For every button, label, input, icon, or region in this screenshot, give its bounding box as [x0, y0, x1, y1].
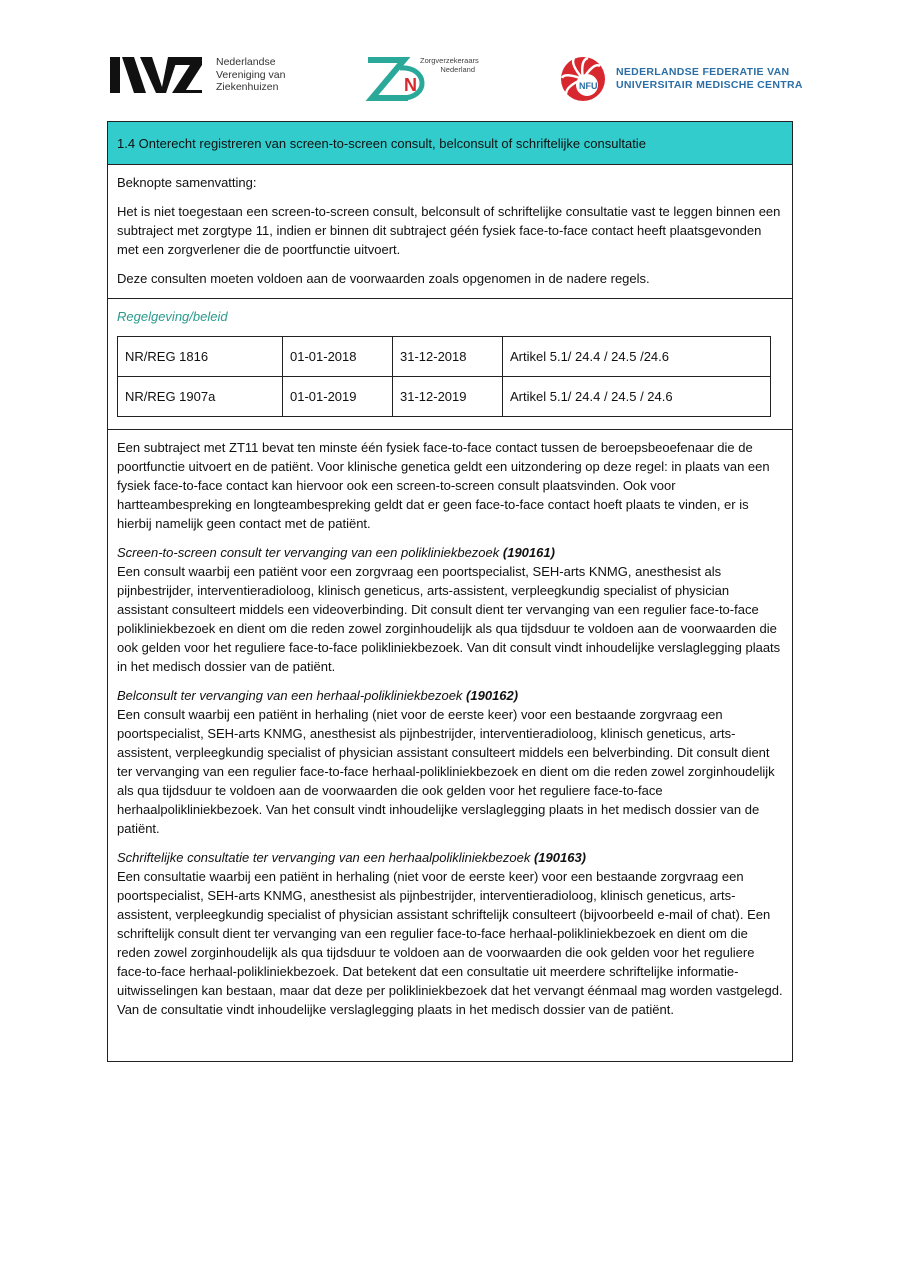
- nvz-text-line: Ziekenhuizen: [216, 81, 279, 93]
- subsection: [117, 848, 783, 1019]
- reg-ref: NR/REG 1907a: [118, 377, 283, 417]
- table-row: [118, 377, 771, 417]
- zn-text-line: Nederland: [440, 65, 475, 74]
- nfu-text-line: NEDERLANDSE FEDERATIE VAN: [616, 66, 790, 78]
- nfu-badge: NFU: [579, 81, 598, 91]
- subsection-code: (190163): [533, 850, 587, 865]
- subsection-title: Screen-to-screen consult ter vervanging van een polikliniekbezoek: [117, 545, 503, 560]
- reg-end: 31-12-2018: [393, 337, 503, 377]
- reg-articles: Artikel 5.1/ 24.4 / 24.5 /24.6: [503, 337, 771, 377]
- subsection-title: Belconsult ter vervanging van een herhaal-polikliniekbezoek: [117, 688, 467, 703]
- subsection-title: Schriftelijke consultatie ter vervanging van een herhaalpolikliniekbezoek: [117, 850, 534, 865]
- subsection: [117, 686, 783, 838]
- subsection-body: Een consult waarbij een patiënt voor een zorgvraag een poortspecialist, SEH-arts KNMG, anesthesist als pijnbestrijder, interventieradioloog, klinisch geneticus, arts-assistent, verpleegkundig specialist of physician assistant consulteert middels een videoverbinding. Dit consult dient ter vervanging van een regulier face-to-face polikliniekbezoek en dient om die reden zowel zorginhoudelijk als qua tijdsduur te voldoen aan de voorwaarden die ook gelden voor het reguliere face-to-face polikliniekbezoek. Van dit consult vindt inhoudelijke verslaglegging plaats in het medisch dossier van de patiënt.: [117, 564, 781, 674]
- table-row: [118, 337, 771, 377]
- summary-section: [108, 165, 792, 299]
- summary-paragraph: Deze consulten moeten voldoen aan de voorwaarden zoals opgenomen in de nadere regels.: [117, 271, 650, 286]
- reg-start: 01-01-2018: [283, 337, 393, 377]
- regulation-label: Regelgeving/beleid: [117, 309, 228, 324]
- reg-ref: NR/REG 1816: [118, 337, 283, 377]
- zn-letter: N: [404, 75, 417, 95]
- reg-articles: Artikel 5.1/ 24.4 / 24.5 / 24.6: [503, 377, 771, 417]
- nvz-text-line: Vereniging van: [216, 68, 286, 81]
- regulation-table: [117, 336, 771, 417]
- zn-text-line: Zorgverzekeraars: [420, 56, 479, 65]
- subsection-body: Een consultatie waarbij een patiënt in herhaling (niet voor de eerste keer) voor een bestaande zorgvraag een poortspecialist, SEH-arts KNMG, anesthesist als pijnbestrijder, interventieradioloog, klinisch geneticus, arts-assistent, verpleegkundig specialist of physician assistant schriftelijk consulteert (bijvoorbeeld e-mail of chat). Een schriftelijk consult dient ter vervanging van een regulier face-to-face herhaal-polikliniekbezoek en dient om die reden zowel zorginhoudelijk als qua tijdsduur te voldoen aan de voorwaarden die ook gelden voor het reguliere face-to-face herhaal-polikliniekbezoek. Dat betekent dat een consultatie uit meerdere schriftelijke informatie-uitwisselingen kan bestaan, maar dat deze per polikliniekbezoek dat het vervangt éénmaal mag worden vastgelegd. Van de consultatie vindt inhoudelijke verslaglegging plaats in het medisch dossier van de patiënt.: [117, 869, 783, 1017]
- subsection-body: Een consult waarbij een patiënt in herhaling (niet voor de eerste keer) voor een bestaande zorgvraag een poortspecialist, SEH-arts KNMG, anesthesist als pijnbestrijder, interventieradioloog, klinisch geneticus, arts-assistent, verpleegkundig specialist of physician assistant consulteert middels een belverbinding. Dit consult dient ter vervanging van een regulier face-to-face herhaal-polikliniekbezoek en dient om die reden zowel zorginhoudelijk als qua tijdsduur te voldoen aan de voorwaarden die ook gelden voor het reguliere face-to-face herhaalpolikliniekbezoek. Van het consult vindt inhoudelijke verslaglegging plaats in het medisch dossier van de patiënt.: [117, 707, 775, 836]
- reg-start: 01-01-2019: [283, 377, 393, 417]
- nvz-text-line: Nederlandse: [216, 56, 276, 68]
- subsection-code: (190161): [502, 545, 555, 560]
- nfu-text-line: UNIVERSITAIR MEDISCHE CENTRA: [616, 79, 803, 91]
- regulation-section: [108, 299, 792, 430]
- document-box: [107, 121, 793, 1062]
- summary-paragraph: Het is niet toegestaan een screen-to-screen consult, belconsult of schriftelijke consultatie vast te leggen binnen een subtraject met zorgtype 11, indien er binnen dit subtraject géén fysiek face-to-face contact heeft plaatsgevonden met een zorgverlener die de poortfunctie uitvoert.: [117, 204, 781, 257]
- zn-logo: [364, 54, 484, 104]
- details-section: [108, 430, 792, 1061]
- nvz-logo: [110, 56, 285, 94]
- section-title: 1.4 Onterecht registreren van screen-to-screen consult, belconsult of schriftelijke consultatie: [108, 122, 792, 165]
- reg-end: 31-12-2019: [393, 377, 503, 417]
- nvz-mark-icon: [110, 57, 202, 93]
- nfu-mark-icon: [560, 56, 606, 102]
- nfu-logo: [560, 56, 803, 102]
- logo-bar: [0, 52, 900, 112]
- subsection: [117, 543, 783, 676]
- intro-paragraph: Een subtraject met ZT11 bevat ten minste één fysiek face-to-face contact tussen de beroepsbeoefenaar die de poortfunctie uitvoert en de patiënt. Voor klinische genetica geldt een uitzondering op deze regel: in plaats van een fysiek face-to-face contact kan hiervoor ook een screen-to-screen consult plaatsvinden. Ook voor hartteambespreking en longteambespreking geldt dat er geen face-to-face contact hoeft plaats te vinden, er is hierbij namelijk geen contact met de patiënt.: [117, 440, 770, 531]
- subsection-code: (190162): [466, 688, 519, 703]
- summary-label: Beknopte samenvatting:: [117, 175, 257, 190]
